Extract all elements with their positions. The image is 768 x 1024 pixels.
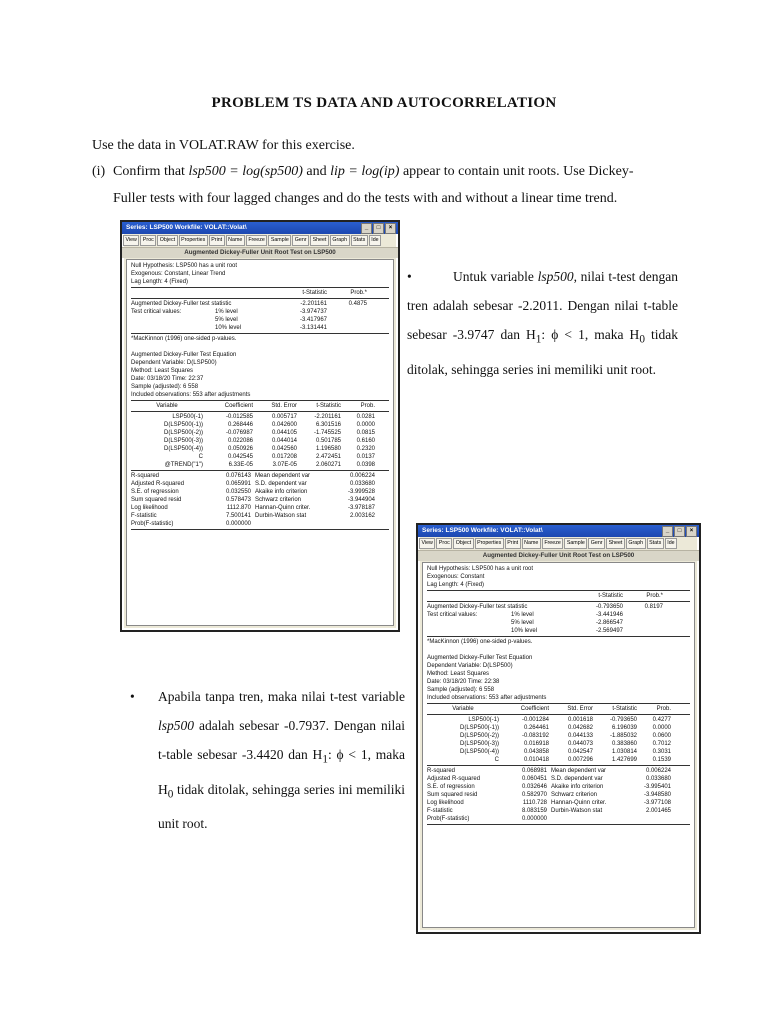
coef-variable: C [494, 757, 499, 763]
stat-label: Log likelihood [427, 800, 464, 806]
toolbar-proc-button[interactable]: Proc [436, 538, 452, 549]
coef-row [427, 732, 690, 740]
stats-row [131, 480, 389, 488]
exercise-item [92, 158, 682, 212]
item-var-lsp500: lsp500 = log(sp500) [188, 164, 303, 179]
stat-label: Hannan-Quinn criter. [551, 800, 607, 806]
crit-value: -3.417967 [299, 317, 327, 323]
coef-variable: LSP500(-1) [172, 414, 203, 420]
coef-header: Variable [156, 403, 178, 409]
stat-label: R-squared [427, 768, 456, 774]
observations: Included observations: 553 after adjustments [131, 392, 251, 398]
stat-label: S.E. of regression [427, 784, 475, 790]
stat-label: F-statistic [427, 808, 453, 814]
coef-value: 0.0398 [356, 462, 375, 468]
window-toolbar [418, 537, 699, 550]
coef-header: Std. Error [271, 403, 297, 409]
coef-value: 0.4277 [652, 717, 671, 723]
crit-value: -3.131441 [299, 325, 327, 331]
toolbar-view-button[interactable]: View [419, 538, 435, 549]
stat-value: 0.076143 [225, 473, 251, 479]
coef-variable: D(LSP500(-3)) [163, 438, 203, 444]
toolbar-print-button[interactable]: Print [209, 235, 225, 246]
coef-value: -0.001284 [521, 717, 549, 723]
crit-value: -3.441946 [595, 612, 623, 618]
null-hypothesis: Null Hypothesis: LSP500 has a unit root [131, 263, 238, 269]
item-line2: Fuller tests with four lagged changes and do the tests with and without a linear time trend. [113, 191, 618, 206]
coef-variable: D(LSP500(-1)) [459, 725, 499, 731]
stat-value: 0.006224 [349, 473, 375, 479]
stat-label: S.D. dependent var [255, 481, 307, 487]
coef-value: 0.0000 [652, 725, 671, 731]
coef-variable: LSP500(-1) [468, 717, 499, 723]
stats-row [427, 807, 690, 815]
close-icon[interactable]: × [686, 526, 697, 537]
stat-value: 0.032550 [225, 489, 251, 495]
coef-row [427, 756, 690, 764]
stat-label: Akaike info criterion [255, 489, 308, 495]
stats-row [131, 488, 389, 496]
coef-variable: D(LSP500(-4)) [163, 446, 203, 452]
coef-value: 0.3031 [652, 749, 671, 755]
mackinnon-note: *MacKinnon (1996) one-sided p-values. [427, 639, 533, 645]
stat-label: Schwarz criterion [255, 497, 302, 503]
bullet-icon: • [407, 269, 412, 284]
crit-value: -3.974737 [299, 309, 327, 315]
stat-label: Prob(F-statistic) [427, 816, 470, 822]
stat-label: Adjusted R-squared [131, 481, 185, 487]
close-icon[interactable]: × [385, 223, 396, 234]
coef-row [427, 716, 690, 724]
coef-value: 0.044105 [271, 430, 297, 436]
toolbar-sample-button[interactable]: Sample [268, 235, 291, 246]
coef-value: 0.016918 [523, 741, 549, 747]
coef-header: t-Statistic [316, 403, 341, 409]
stat-value: 0.060451 [521, 776, 547, 782]
coef-value: 0.383860 [611, 741, 637, 747]
bullet-with-trend [407, 262, 678, 384]
toolbar-object-button[interactable]: Object [157, 235, 177, 246]
lag-length: Lag Length: 4 (Fixed) [131, 279, 189, 285]
stat-value: 8.083159 [521, 808, 547, 814]
coef-value: 0.2320 [356, 446, 375, 452]
coef-header: Coefficient [224, 403, 253, 409]
crit-label: Test critical values: [427, 612, 478, 618]
toolbar-freeze-button[interactable]: Freeze [246, 235, 268, 246]
coef-header: Std. Error [567, 706, 593, 712]
adf-prob: 0.4875 [348, 301, 367, 307]
method: Method: Least Squares [427, 671, 490, 677]
stat-value: -3.944904 [347, 497, 375, 503]
maximize-icon[interactable]: □ [373, 223, 384, 234]
stat-label: Durbin-Watson stat [255, 513, 307, 519]
toolbar-ide-button[interactable]: Ide [665, 538, 677, 549]
item-var-lip: lip = log(ip) [330, 164, 400, 179]
coef-value: 6.301516 [315, 422, 341, 428]
panel-title: Augmented Dickey-Fuller Unit Root Test on LSP500 [122, 247, 398, 258]
lag-length: Lag Length: 4 (Fixed) [427, 582, 485, 588]
coef-value: 3.07E-05 [272, 462, 297, 468]
toolbar-sheet-button[interactable]: Sheet [310, 235, 329, 246]
coef-value: 0.268446 [227, 422, 253, 428]
item-text-b: and [302, 164, 331, 179]
crit-level: 1% level [511, 612, 534, 618]
minimize-icon[interactable]: _ [361, 223, 372, 234]
stat-value: -3.948580 [643, 792, 671, 798]
coef-value: -1.885032 [609, 733, 637, 739]
coef-value: 0.0815 [356, 430, 375, 436]
crit-label: Test critical values: [131, 309, 182, 315]
coef-value: 0.042547 [567, 749, 593, 755]
coef-value: 1.030814 [611, 749, 637, 755]
coef-header: Prob. [360, 403, 375, 409]
sample: Sample (adjusted): 6 558 [427, 687, 495, 693]
panel-title: Augmented Dickey-Fuller Unit Root Test on LSP500 [418, 550, 699, 561]
window-titlebar[interactable] [122, 222, 398, 234]
minimize-icon[interactable]: _ [662, 526, 673, 537]
stat-value: 0.032646 [521, 784, 547, 790]
coef-row [131, 413, 389, 421]
observations: Included observations: 553 after adjustments [427, 695, 547, 701]
window-title: Series: LSP500 Workfile: VOLAT::Volat\ [422, 527, 543, 534]
stat-label: Mean dependent var [255, 473, 311, 479]
stat-value: 0.065991 [225, 481, 251, 487]
header-prob: Prob.* [646, 593, 663, 599]
toolbar-freeze-button[interactable]: Freeze [542, 538, 564, 549]
coef-value: 0.264461 [523, 725, 549, 731]
toolbar-name-button[interactable]: Name [522, 538, 541, 549]
crit-value: -2.866547 [595, 620, 623, 626]
coef-value: 0.007296 [567, 757, 593, 763]
stat-value: 0.000000 [521, 816, 547, 822]
coef-value: 0.0281 [356, 414, 375, 420]
output-content [422, 562, 695, 928]
coef-row [131, 421, 389, 429]
crit-level: 10% level [511, 628, 538, 634]
equation-title: Augmented Dickey-Fuller Test Equation [131, 352, 237, 358]
stat-value: -3.999528 [347, 489, 375, 495]
coef-variable: C [198, 454, 203, 460]
stat-value: 0.582970 [521, 792, 547, 798]
date-time: Date: 03/18/20 Time: 22:38 [427, 679, 500, 685]
stats-row [427, 791, 690, 799]
coef-variable: @TREND("1") [164, 462, 203, 468]
coef-value: 0.1539 [652, 757, 671, 763]
dependent-variable: Dependent Variable: D(LSP500) [427, 663, 513, 669]
coef-value: 0.001618 [567, 717, 593, 723]
toolbar-proc-button[interactable]: Proc [140, 235, 156, 246]
null-hypothesis: Null Hypothesis: LSP500 has a unit root [427, 566, 534, 572]
exogenous: Exogenous: Constant [427, 574, 485, 580]
coef-row [131, 437, 389, 445]
coef-variable: D(LSP500(-2)) [459, 733, 499, 739]
coef-value: 0.042682 [567, 725, 593, 731]
window-title: Series: LSP500 Workfile: VOLAT::Volat\ [126, 224, 247, 231]
toolbar-ide-button[interactable]: Ide [369, 235, 381, 246]
stat-label: Log likelihood [131, 505, 168, 511]
maximize-icon[interactable]: □ [674, 526, 685, 537]
stats-row [131, 496, 389, 504]
coef-value: 6.196039 [611, 725, 637, 731]
coef-row [427, 724, 690, 732]
coef-header: Variable [452, 706, 474, 712]
toolbar-view-button[interactable]: View [123, 235, 139, 246]
equation-title: Augmented Dickey-Fuller Test Equation [427, 655, 533, 661]
coef-value: 0.022086 [227, 438, 253, 444]
toolbar-properties-button[interactable]: Properties [475, 538, 504, 549]
coef-value: -0.012585 [225, 414, 253, 420]
toolbar-properties-button[interactable]: Properties [179, 235, 208, 246]
stats-row [131, 512, 389, 520]
toolbar-object-button[interactable]: Object [453, 538, 473, 549]
coef-value: 0.7012 [652, 741, 671, 747]
stat-label: Prob(F-statistic) [131, 521, 174, 527]
coef-value: -0.793650 [609, 717, 637, 723]
stat-value: 2.001465 [645, 808, 671, 814]
exogenous: Exogenous: Constant, Linear Trend [131, 271, 226, 277]
stat-label: Akaike info criterion [551, 784, 604, 790]
stats-row [427, 799, 690, 807]
stat-label: R-squared [131, 473, 160, 479]
coef-value: 0.050926 [227, 446, 253, 452]
eviews-window-no-trend[interactable] [416, 523, 701, 934]
coef-variable: D(LSP500(-1)) [163, 422, 203, 428]
coef-value: 1.196580 [315, 446, 341, 452]
window-toolbar [122, 234, 398, 247]
toolbar-name-button[interactable]: Name [226, 235, 245, 246]
coef-row [427, 748, 690, 756]
stats-row [131, 520, 389, 528]
stat-label: Schwarz criterion [551, 792, 598, 798]
stats-row [427, 815, 690, 823]
date-time: Date: 03/18/20 Time: 22:37 [131, 376, 204, 382]
coef-value: -0.083192 [521, 733, 549, 739]
stat-label: Adjusted R-squared [427, 776, 481, 782]
bullet-icon: • [130, 689, 135, 704]
stat-value: 0.033680 [645, 776, 671, 782]
stat-value: 0.578473 [225, 497, 251, 503]
coef-row [427, 740, 690, 748]
stat-label: Hannan-Quinn criter. [255, 505, 311, 511]
crit-level: 1% level [215, 309, 238, 315]
coef-value: 2.472451 [315, 454, 341, 460]
stat-label: Sum squared resid [427, 792, 478, 798]
coef-value: 0.017208 [271, 454, 297, 460]
document-title: PROBLEM TS DATA AND AUTOCORRELATION [211, 95, 557, 111]
stats-row [427, 783, 690, 791]
crit-level: 10% level [215, 325, 242, 331]
stat-value: -3.978187 [347, 505, 375, 511]
header-prob: Prob.* [350, 290, 367, 296]
coef-value: 6.33E-05 [228, 462, 253, 468]
toolbar-sheet-button[interactable]: Sheet [606, 538, 625, 549]
stat-label [255, 520, 339, 528]
output-content [126, 259, 394, 626]
bullet-text: Apabila tanpa tren, maka nilai t-test variable lsp500 adalah sebesar -0.7937. Dengan nilai t-table sebesar -3.4420 dan $H_1$: ϕ < 1, maka $H_0$ tidak ditolak, sehingga series ini memiliki unit root. [158, 689, 405, 832]
coef-value: -2.201161 [314, 414, 341, 420]
item-marker: (i) [92, 164, 106, 179]
coef-variable: D(LSP500(-3)) [459, 741, 499, 747]
stat-label: Mean dependent var [551, 768, 607, 774]
toolbar-genr-button[interactable]: Genr [292, 235, 309, 246]
stats-row [131, 504, 389, 512]
coef-value: 1.427699 [611, 757, 637, 763]
coef-value: -1.745525 [313, 430, 341, 436]
dependent-variable: Dependent Variable: D(LSP500) [131, 360, 217, 366]
intro-paragraph: Use the data in VOLAT.RAW for this exercise. [92, 138, 355, 153]
stat-value: 1110.728 [522, 800, 547, 806]
toolbar-graph-button[interactable]: Graph [330, 235, 350, 246]
stat-label [551, 815, 635, 823]
coef-variable: D(LSP500(-4)) [459, 749, 499, 755]
stat-label: Sum squared resid [131, 497, 182, 503]
coef-row [131, 461, 389, 469]
coef-value: 0.010418 [523, 757, 549, 763]
coef-header: Coefficient [520, 706, 549, 712]
stats-row [427, 775, 690, 783]
coef-value: 2.060271 [315, 462, 341, 468]
coef-row [131, 429, 389, 437]
crit-level: 5% level [215, 317, 238, 323]
stat-value: 0.006224 [645, 768, 671, 774]
toolbar-genr-button[interactable]: Genr [588, 538, 605, 549]
coef-value: 0.501785 [315, 438, 341, 444]
sample: Sample (adjusted): 6 558 [131, 384, 199, 390]
stat-label: F-statistic [131, 513, 157, 519]
window-titlebar[interactable] [418, 525, 699, 537]
coef-value: 0.005717 [271, 414, 297, 420]
bullet-text: Untuk variable lsp500, nilai t-test dengan tren adalah sebesar -2.2011. Dengan nilai t-table sebesar -3.9747 dan $H_1$: ϕ < 1, maka $H_0$ tidak ditolak, sehingga series ini memiliki unit root. [407, 269, 678, 377]
coef-row [131, 453, 389, 461]
coef-value: 0.044133 [567, 733, 593, 739]
coef-value: 0.6160 [356, 438, 375, 444]
coef-value: 0.0000 [356, 422, 375, 428]
stat-label: Durbin-Watson stat [551, 808, 603, 814]
stat-label: S.E. of regression [131, 489, 179, 495]
coef-row [131, 445, 389, 453]
adf-prob: 0.8197 [644, 604, 663, 610]
method: Method: Least Squares [131, 368, 194, 374]
crit-value: -2.569497 [595, 628, 623, 634]
item-text-c: appear to contain unit roots. Use Dickey- [399, 164, 634, 179]
stat-value: 0.068981 [521, 768, 547, 774]
stats-row [427, 767, 690, 775]
coef-value: 0.042545 [227, 454, 253, 460]
toolbar-print-button[interactable]: Print [505, 538, 521, 549]
stat-value: -3.995401 [643, 784, 671, 790]
stat-label: S.D. dependent var [551, 776, 603, 782]
coef-value: 0.043858 [523, 749, 549, 755]
toolbar-sample-button[interactable]: Sample [564, 538, 587, 549]
header-tstat: t-Statistic [302, 290, 327, 296]
stat-value: 7.500141 [225, 513, 251, 519]
coef-header: t-Statistic [612, 706, 637, 712]
item-text-a: Confirm that [113, 164, 189, 179]
stat-value: -3.977108 [643, 800, 671, 806]
stat-value: 0.033680 [349, 481, 375, 487]
stats-row [131, 472, 389, 480]
eviews-window-trend[interactable] [120, 220, 400, 632]
coef-value: 0.044014 [271, 438, 297, 444]
adf-label: Augmented Dickey-Fuller test statistic [131, 301, 232, 307]
coef-variable: D(LSP500(-2)) [163, 430, 203, 436]
toolbar-stats-button[interactable]: Stats [647, 538, 664, 549]
adf-label: Augmented Dickey-Fuller test statistic [427, 604, 528, 610]
stat-value: 2.003162 [349, 513, 375, 519]
coef-value: 0.042560 [271, 446, 297, 452]
stat-value: 0.000000 [225, 521, 251, 527]
coef-value: 0.0137 [356, 454, 375, 460]
bullet-without-trend [130, 682, 405, 838]
coef-value: 0.042600 [271, 422, 297, 428]
toolbar-stats-button[interactable]: Stats [351, 235, 368, 246]
stat-value [635, 815, 671, 823]
adf-stat: -0.793650 [595, 604, 623, 610]
header-tstat: t-Statistic [598, 593, 623, 599]
coef-value: -0.076987 [225, 430, 253, 436]
toolbar-graph-button[interactable]: Graph [626, 538, 646, 549]
coef-header: Prob. [656, 706, 671, 712]
mackinnon-note: *MacKinnon (1996) one-sided p-values. [131, 336, 237, 342]
stat-value [339, 520, 375, 528]
stat-value: 1112.870 [226, 505, 251, 511]
coef-value: 0.044073 [567, 741, 593, 747]
adf-stat: -2.201161 [300, 301, 327, 307]
crit-level: 5% level [511, 620, 534, 626]
coef-value: 0.0600 [652, 733, 671, 739]
